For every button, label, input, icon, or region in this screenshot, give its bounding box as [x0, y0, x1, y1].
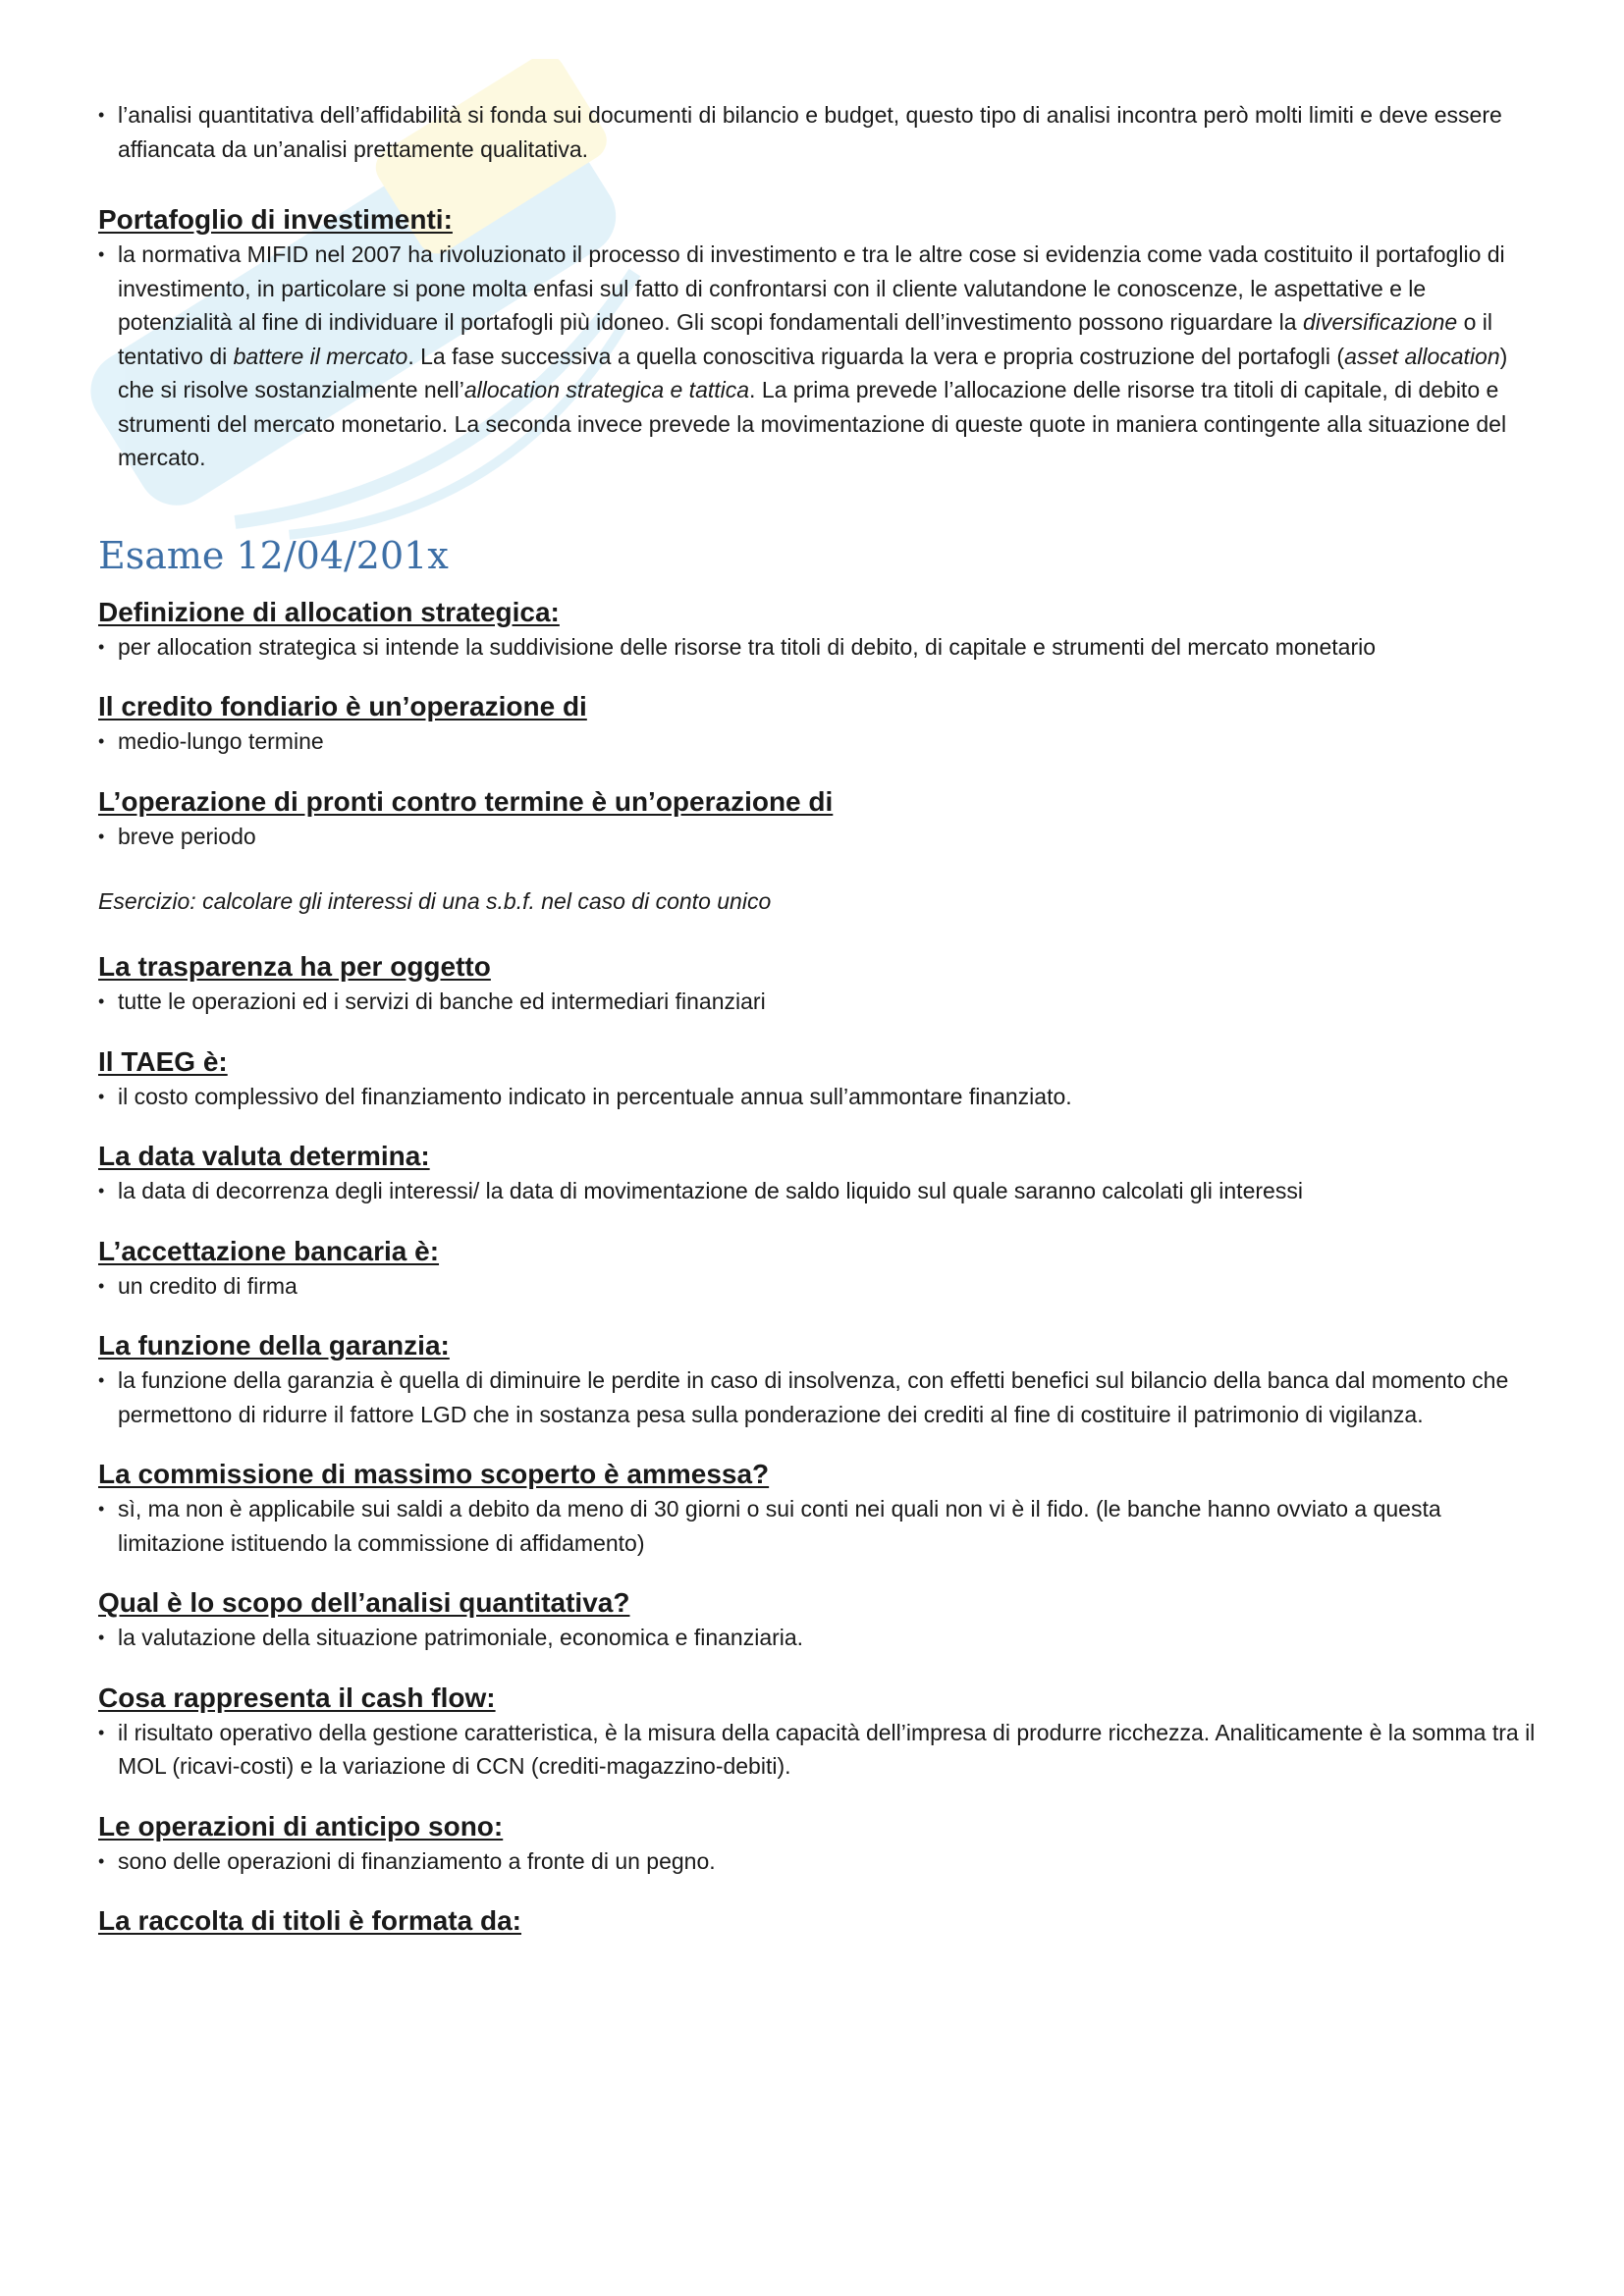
answer-bullet: • per allocation strategica si intende la suddivisione delle risorse tra titoli di debito, di capitale e strumenti del mercato monetario [98, 630, 1537, 665]
portafoglio-text-3: . La fase successiva a quella conoscitiva riguarda la vera e propria costruzione del portafogli ( [407, 343, 1345, 369]
question-heading: La trasparenza ha per oggetto [98, 951, 491, 982]
answer-bullet: • il costo complessivo del finanziamento indicato in percentuale annua sull’ammontare finanziato. [98, 1080, 1537, 1114]
question-heading: L’operazione di pronti contro termine è un’operazione di [98, 785, 834, 817]
question-heading: Le operazioni di anticipo sono: [98, 1810, 504, 1842]
answer-bullet: • breve periodo [98, 820, 1537, 854]
answer-bullet: • tutte le operazioni ed i servizi di banche ed intermediari finanziari [98, 985, 1537, 1019]
exam-heading: Esame 12/04/201x [98, 533, 449, 577]
question-heading: Il TAEG è: [98, 1045, 228, 1077]
answer-bullet: • la valutazione della situazione patrimoniale, economica e finanziaria. [98, 1621, 1537, 1655]
answer-bullet: • sono delle operazioni di finanziamento a fronte di un pegno. [98, 1844, 1537, 1879]
answer-bullet: • sì, ma non è applicabile sui saldi a debito da meno di 30 giorni o sui conti nei quali non vi è il fido. (le banche hanno ovviato a questa limitazione istituendo la commissione di affidamento) [98, 1492, 1537, 1560]
question-heading: Cosa rappresenta il cash flow: [98, 1682, 496, 1713]
answer-bullet: • la data di decorrenza degli interessi/ la data di movimentazione de saldo liquido sul quale saranno calcolati gli interessi [98, 1174, 1537, 1208]
portafoglio-text-1: la normativa MIFID nel 2007 ha rivoluzionato il processo di investimento e tra le altre cose si evidenzia come vada costituito il portafoglio di investimento, in particolare si pone molta enfasi sul fatto di confrontarsi con il cliente valutandone le conoscenze, le aspettative e le potenzialità al fine di individuare il portafogli più idoneo. Gli scopi fondamentali dell’investimento possono riguardare la [118, 241, 1505, 335]
portafoglio-text-4: ) che si risolve sostanzialmente nell’ [118, 343, 1508, 402]
portafoglio-em-4: allocation strategica e tattica [463, 377, 750, 402]
portafoglio-bullet [98, 238, 1537, 475]
question-heading: La data valuta determina: [98, 1141, 430, 1171]
portafoglio-em-3: asset allocation [1344, 343, 1500, 369]
intro-bullet: • l’analisi quantitativa dell’affidabilità si fonda sui documenti di bilancio e budget, questo tipo di analisi incontra però molti limiti e deve essere affiancata da un’analisi prettamente qualitativa. [98, 98, 1537, 166]
question-heading: La raccolta di titoli è formata da: [98, 1905, 521, 1936]
portafoglio-text-5: . La prima prevede l’allocazione delle risorse tra titoli di capitale, di debito e strumenti del mercato monetario. La seconda invece prevede la movimentazione di queste quote in maniera contingente alla situazione del mercato. [118, 377, 1507, 470]
question-heading: L’accettazione bancaria è: [98, 1235, 440, 1266]
question-heading: Il credito fondiario è un’operazione di [98, 691, 587, 721]
answer-bullet: • la funzione della garanzia è quella di diminuire le perdite in caso di insolvenza, con effetti benefici sul bilancio della banca dal momento che permettono di ridurre il fattore LGD che in sostanza pesa sulla ponderazione dei crediti al fine di costituire il patrimonio di vigilanza. [98, 1363, 1537, 1431]
exercise-note: Esercizio: calcolare gli interessi di una s.b.f. nel caso di conto unico [98, 888, 772, 914]
portafoglio-em-1: diversificazione [1302, 309, 1458, 335]
answer-bullet: • il risultato operativo della gestione caratteristica, è la misura della capacità dell’impresa di produrre ricchezza. Analiticamente è la somma tra il MOL (ricavi-costi) e la variazione di CCN (crediti-magazzino-debiti). [98, 1716, 1537, 1784]
question-heading: La funzione della garanzia: [98, 1330, 450, 1361]
question-heading: La commissione di massimo scoperto è ammessa? [98, 1459, 770, 1489]
portafoglio-text-2: o il tentativo di [118, 309, 1492, 369]
answer-bullet: • medio-lungo termine [98, 724, 1537, 759]
portafoglio-em-2: battere il mercato [233, 343, 408, 369]
question-heading: Definizione di allocation strategica: [98, 596, 560, 627]
question-heading: Qual è lo scopo dell’analisi quantitativa? [98, 1587, 630, 1618]
document-page [98, 98, 1537, 1939]
answer-bullet: • un credito di firma [98, 1269, 1537, 1304]
heading-portafoglio: Portafoglio di investimenti: [98, 204, 453, 235]
